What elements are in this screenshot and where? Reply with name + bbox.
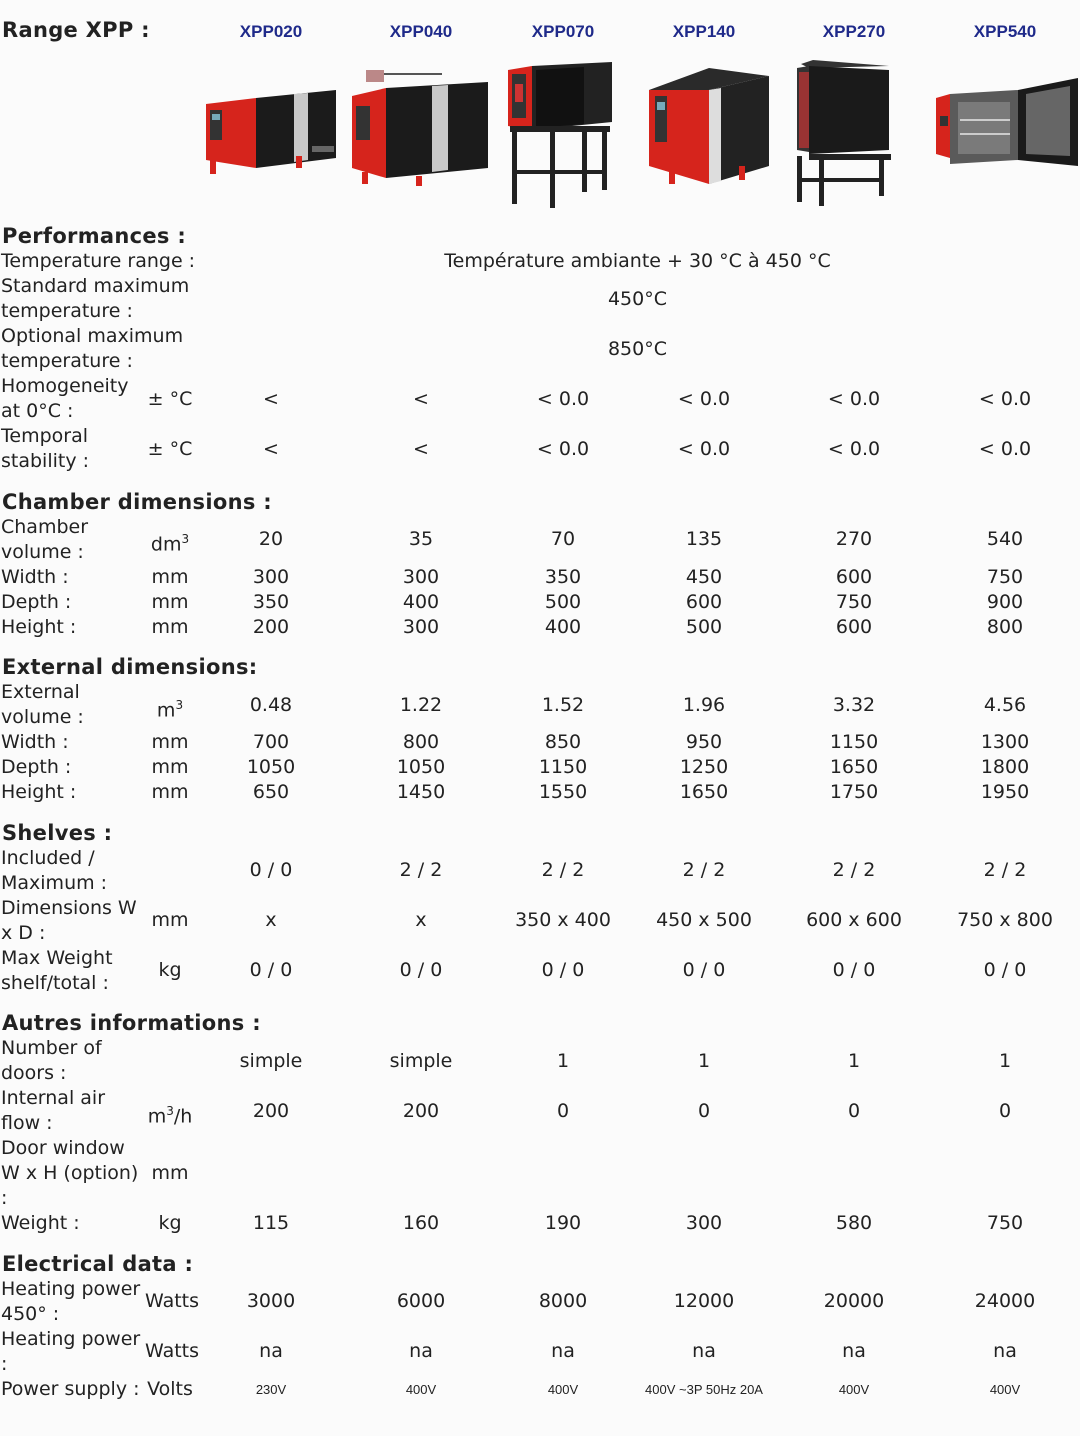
- value-cell: 400: [544, 616, 582, 638]
- temp-range-label: Temperature range :: [1, 250, 196, 272]
- value-cell: 950: [685, 731, 723, 753]
- value-cell: 12000: [673, 1290, 735, 1312]
- value-cell: 500: [544, 591, 582, 613]
- value-cell: 400V: [547, 1382, 579, 1397]
- row-shelves-dimensions-label: Dimensions W x D :: [1, 897, 137, 944]
- row-external-width-unit: mm: [151, 731, 189, 753]
- section-other: Autres informations :: [2, 1011, 261, 1035]
- value-cell: < 0.0: [978, 388, 1032, 410]
- value-cell: 1650: [679, 781, 729, 803]
- oven-xpp270-image: [779, 60, 929, 210]
- value-cell: na: [993, 1340, 1017, 1362]
- oven-xpp540-image: [930, 60, 1080, 210]
- value-cell: 800: [986, 616, 1024, 638]
- row-window-unit: mm: [151, 1162, 189, 1184]
- value-cell: 0: [697, 1100, 711, 1122]
- value-cell: 850: [544, 731, 582, 753]
- value-cell: 700: [252, 731, 290, 753]
- value-cell: 450: [685, 566, 723, 588]
- model-name-xpp040: XPP040: [389, 22, 453, 41]
- row-chamber-width-label: Width :: [1, 566, 69, 588]
- value-cell: 3000: [246, 1290, 296, 1312]
- model-name-xpp140: XPP140: [672, 22, 736, 41]
- value-cell: 1050: [396, 756, 446, 778]
- value-cell: 200: [402, 1100, 440, 1122]
- value-cell: 6000: [396, 1290, 446, 1312]
- value-cell: < 0.0: [827, 438, 881, 460]
- value-cell: simple: [389, 1050, 453, 1072]
- section-electrical: Electrical data :: [2, 1252, 194, 1276]
- value-cell: <: [413, 388, 429, 410]
- value-cell: <: [263, 388, 279, 410]
- value-cell: 450 x 500: [656, 909, 752, 931]
- value-cell: 1: [556, 1050, 570, 1072]
- row-chamber-volume-label: Chamber volume :: [1, 516, 89, 563]
- value-cell: 600: [835, 616, 873, 638]
- row-supply-label: Power supply :: [1, 1378, 140, 1400]
- value-cell: 1.22: [399, 694, 443, 716]
- value-cell: 400V ~3P 50Hz 20A: [645, 1382, 763, 1397]
- value-cell: 1050: [246, 756, 296, 778]
- value-cell: 400V: [989, 1382, 1021, 1397]
- value-cell: 0 / 0: [249, 959, 293, 981]
- value-cell: < 0.0: [536, 388, 590, 410]
- oven-xpp040-image: [346, 60, 496, 210]
- value-cell: 0: [847, 1100, 861, 1122]
- model-name-xpp540: XPP540: [973, 22, 1037, 41]
- value-cell: 300: [402, 616, 440, 638]
- value-cell: na: [692, 1340, 716, 1362]
- row-chamber-depth-unit: mm: [151, 591, 189, 613]
- value-cell: < 0.0: [677, 438, 731, 460]
- value-cell: 0 / 0: [541, 959, 585, 981]
- row-shelves-dimensions-unit: mm: [151, 909, 189, 931]
- value-cell: 0 / 0: [983, 959, 1027, 981]
- row-heat-label: Heating power :: [1, 1328, 141, 1375]
- value-cell: x: [265, 909, 277, 931]
- value-cell: 2 / 2: [983, 859, 1027, 881]
- value-cell: 0.48: [249, 694, 293, 716]
- value-cell: 900: [986, 591, 1024, 613]
- value-cell: simple: [239, 1050, 303, 1072]
- section-chamber: Chamber dimensions :: [2, 490, 272, 514]
- value-cell: 1150: [829, 731, 879, 753]
- value-cell: 600 x 600: [806, 909, 902, 931]
- model-name-xpp020: XPP020: [239, 22, 303, 41]
- value-cell: 230V: [255, 1382, 287, 1397]
- row-doors-label: Number of doors :: [1, 1037, 102, 1084]
- value-cell: 20000: [823, 1290, 885, 1312]
- value-cell: 0: [998, 1100, 1012, 1122]
- row-external-height-unit: mm: [151, 781, 189, 803]
- value-cell: 0: [556, 1100, 570, 1122]
- value-cell: 1: [697, 1050, 711, 1072]
- row-shelves-included-label: Included / Maximum :: [1, 847, 108, 894]
- value-cell: 350: [252, 591, 290, 613]
- row-external-depth-unit: mm: [151, 756, 189, 778]
- oven-xpp140-image: [629, 60, 779, 210]
- value-cell: 8000: [538, 1290, 588, 1312]
- row-external-volume-unit: $m^3$: [156, 698, 184, 722]
- value-cell: 300: [685, 1212, 723, 1234]
- value-cell: na: [842, 1340, 866, 1362]
- row-external-depth-label: Depth :: [1, 756, 72, 778]
- value-cell: 400: [402, 591, 440, 613]
- value-cell: 1250: [679, 756, 729, 778]
- value-cell: 0 / 0: [682, 959, 726, 981]
- value-cell: 540: [986, 528, 1024, 550]
- value-cell: 3.32: [832, 694, 876, 716]
- value-cell: <: [413, 438, 429, 460]
- value-cell: na: [551, 1340, 575, 1362]
- value-cell: 1150: [538, 756, 588, 778]
- row-heat450-label: Heating power 450° :: [1, 1278, 141, 1325]
- value-cell: 2 / 2: [832, 859, 876, 881]
- row-chamber-depth-label: Depth :: [1, 591, 72, 613]
- value-cell: 1.52: [541, 694, 585, 716]
- value-cell: 1950: [980, 781, 1030, 803]
- value-cell: 2 / 2: [682, 859, 726, 881]
- value-cell: 135: [685, 528, 723, 550]
- value-cell: 160: [402, 1212, 440, 1234]
- value-cell: <: [263, 438, 279, 460]
- row-window-label: Door window W x H (option) :: [1, 1137, 139, 1209]
- value-cell: na: [259, 1340, 283, 1362]
- row-external-volume-label: External volume :: [1, 681, 84, 728]
- value-cell: 1750: [829, 781, 879, 803]
- oven-xpp070-image: [488, 60, 638, 210]
- value-cell: 200: [252, 1100, 290, 1122]
- value-cell: 750: [835, 591, 873, 613]
- value-cell: 500: [685, 616, 723, 638]
- value-cell: < 0.0: [677, 388, 731, 410]
- oven-xpp020-image: [196, 60, 346, 210]
- value-cell: 1650: [829, 756, 879, 778]
- row-chamber-height-label: Height :: [1, 616, 77, 638]
- value-cell: 35: [408, 528, 434, 550]
- value-cell: 800: [402, 731, 440, 753]
- value-cell: 400V: [405, 1382, 437, 1397]
- row-chamber-height-unit: mm: [151, 616, 189, 638]
- std-max-value: 450°C: [607, 288, 668, 310]
- value-cell: < 0.0: [536, 438, 590, 460]
- value-cell: 750 x 800: [957, 909, 1053, 931]
- model-name-xpp270: XPP270: [822, 22, 886, 41]
- value-cell: 650: [252, 781, 290, 803]
- value-cell: 70: [550, 528, 576, 550]
- value-cell: 1450: [396, 781, 446, 803]
- value-cell: 24000: [974, 1290, 1036, 1312]
- value-cell: < 0.0: [978, 438, 1032, 460]
- value-cell: 580: [835, 1212, 873, 1234]
- value-cell: 0 / 0: [249, 859, 293, 881]
- row-supply-unit: Volts: [147, 1378, 193, 1400]
- value-cell: 190: [544, 1212, 582, 1234]
- value-cell: 1800: [980, 756, 1030, 778]
- value-cell: 1: [998, 1050, 1012, 1072]
- value-cell: 300: [252, 566, 290, 588]
- value-cell: 1.96: [682, 694, 726, 716]
- section-shelves: Shelves :: [2, 821, 113, 845]
- value-cell: 0 / 0: [832, 959, 876, 981]
- value-cell: 1550: [538, 781, 588, 803]
- section-external: External dimensions:: [2, 655, 258, 679]
- row-airflow-unit: $m^3/h$: [147, 1104, 193, 1128]
- temp-range-value: Température ambiante + 30 °C à 450 °C: [444, 250, 831, 272]
- row-chamber-width-unit: mm: [151, 566, 189, 588]
- value-cell: 115: [252, 1212, 290, 1234]
- value-cell: 1: [847, 1050, 861, 1072]
- value-cell: 350 x 400: [515, 909, 611, 931]
- value-cell: 750: [986, 566, 1024, 588]
- value-cell: 20: [258, 528, 284, 550]
- value-cell: 200: [252, 616, 290, 638]
- opt-max-value: 850°C: [607, 338, 668, 360]
- value-cell: 300: [402, 566, 440, 588]
- row-external-width-label: Width :: [1, 731, 69, 753]
- section-performances: Performances :: [2, 224, 187, 248]
- value-cell: 350: [544, 566, 582, 588]
- value-cell: 600: [835, 566, 873, 588]
- row-external-height-label: Height :: [1, 781, 77, 803]
- value-cell: < 0.0: [827, 388, 881, 410]
- value-cell: 400V: [838, 1382, 870, 1397]
- opt-max-label: Optional maximum temperature :: [1, 325, 184, 372]
- value-cell: x: [415, 909, 427, 931]
- row-homogeneity-label: Homogeneity at 0°C :: [1, 375, 129, 422]
- value-cell: 750: [986, 1212, 1024, 1234]
- value-cell: 1300: [980, 731, 1030, 753]
- row-temporal-label: Temporal stability :: [1, 425, 90, 472]
- row-shelves-weight-label: Max Weight shelf/total :: [1, 947, 113, 994]
- value-cell: 4.56: [983, 694, 1027, 716]
- row-heat450-unit: Watts: [145, 1290, 200, 1312]
- row-weight-label: Weight :: [1, 1212, 80, 1234]
- model-name-xpp070: XPP070: [531, 22, 595, 41]
- value-cell: 0 / 0: [399, 959, 443, 981]
- value-cell: 600: [685, 591, 723, 613]
- value-cell: 2 / 2: [541, 859, 585, 881]
- row-airflow-label: Internal air flow :: [1, 1087, 105, 1134]
- value-cell: na: [409, 1340, 433, 1362]
- std-max-label: Standard maximum temperature :: [1, 275, 190, 322]
- range-title: Range XPP :: [2, 18, 150, 42]
- value-cell: 2 / 2: [399, 859, 443, 881]
- row-shelves-weight-unit: kg: [158, 959, 182, 981]
- value-cell: 270: [835, 528, 873, 550]
- row-chamber-volume-unit: $dm^3$: [150, 532, 190, 556]
- row-temporal-unit: ± °C: [147, 438, 193, 460]
- row-weight-unit: kg: [158, 1212, 182, 1234]
- row-homogeneity-unit: ± °C: [147, 388, 193, 410]
- row-heat-unit: Watts: [145, 1340, 200, 1362]
